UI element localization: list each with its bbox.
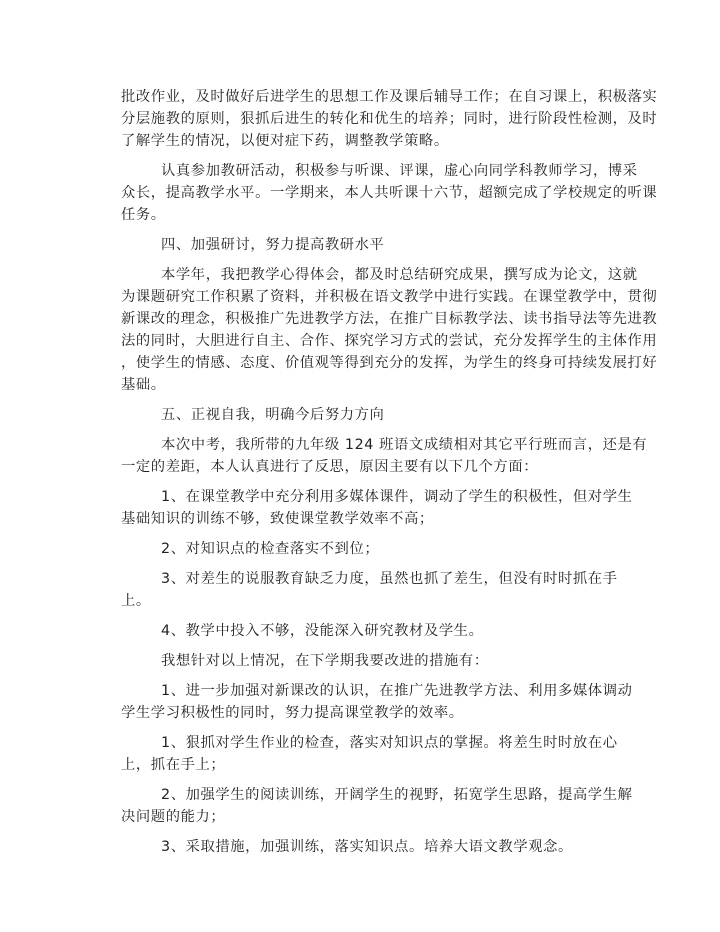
text-line: 认真参加教研活动，积极参与听课、评课，虚心向同学科教师学习，博采: [161, 163, 638, 179]
text-line: 1、狠抓对学生作业的检查，落实对知识点的掌握。将差生时时放在心: [161, 735, 618, 751]
text-line: 基础。: [121, 377, 166, 393]
text-line: 了解学生的情况，以便对症下药，调整教学策略。: [121, 133, 449, 149]
section-heading: [121, 404, 611, 426]
text-line: 2、加强学生的阅读训练，开阔学生的视野，拓宽学生思路，提高学生解: [161, 787, 633, 803]
text-line: ，使学生的情感、态度、价值观等得到充分的发挥，为学生的终身可持续发展打好: [121, 355, 658, 371]
document-body: [121, 86, 658, 866]
text-line: 基础知识的训练不够，致使课堂教学效率不高；: [121, 511, 434, 527]
text-line: 3、采取措施，加强训练，落实知识点。培养大语文教学观念。: [161, 839, 573, 855]
paragraph: [121, 650, 611, 672]
paragraph: [121, 486, 633, 530]
paragraph: [121, 680, 633, 724]
paragraph: [121, 160, 658, 226]
paragraph: [121, 434, 648, 478]
paragraph: [121, 836, 611, 858]
text-line: 四、加强研讨，努力提高教研水平: [161, 237, 385, 253]
text-line: 2、对知识点的检查落实不到位；: [161, 541, 380, 557]
text-line: 1、在课堂教学中充分利用多媒体课件，调动了学生的积极性，但对学生: [161, 489, 633, 505]
paragraph: [121, 568, 618, 612]
text-line: 分层施教的原则，狠抓后进生的转化和优生的培养；同时，进行阶段性检测，及时: [121, 111, 658, 127]
text-line: 决问题的能力；: [121, 809, 226, 825]
text-line: 一定的差距，本人认真进行了反思，原因主要有以下几个方面：: [121, 459, 539, 475]
paragraph: [121, 538, 611, 560]
text-line: 本次中考，我所带的九年级 124 班语文成绩相对其它平行班而言，还是有: [161, 437, 648, 453]
paragraph: [121, 732, 618, 776]
text-line: 学生学习积极性的同时，努力提高课堂教学的效率。: [121, 705, 464, 721]
text-line: 法的同时，大胆进行自主、合作、探究学习方式的尝试，充分发挥学生的主体作用: [121, 333, 658, 349]
paragraph: [121, 264, 658, 396]
text-line: 上。: [121, 593, 151, 609]
text-line: 新课改的理念，积极推广先进教学方法，在推广目标教学法、读书指导法等先进教: [121, 311, 658, 327]
text-line: 任务。: [121, 207, 166, 223]
text-line: 4、教学中投入不够，没能深入研究教材及学生。: [161, 623, 484, 639]
section-heading: [121, 234, 611, 256]
text-line: 众长，提高教学水平。一学期来，本人共听课十六节，超额完成了学校规定的听课: [121, 185, 658, 201]
paragraph: [121, 86, 658, 152]
text-line: 上，抓在手上；: [121, 757, 226, 773]
text-line: 我想针对以上情况，在下学期我要改进的措施有：: [161, 653, 489, 669]
text-line: 3、对差生的说服教育缺乏力度，虽然也抓了差生，但没有时时抓在手: [161, 571, 618, 587]
text-line: 为课题研究工作积累了资料，并积极在语文教学中进行实践。在课堂教学中，贯彻: [121, 289, 658, 305]
paragraph: [121, 784, 633, 828]
text-line: 五、正视自我，明确今后努力方向: [161, 407, 385, 423]
text-line: 批改作业，及时做好后进学生的思想工作及课后辅导工作；在自习课上，积极落实: [121, 89, 658, 105]
text-line: 本学年，我把教学心得体会，都及时总结研究成果，撰写成为论文，这就: [161, 267, 638, 283]
text-line: 1、进一步加强对新课改的认识，在推广先进教学方法、利用多媒体调动: [161, 683, 633, 699]
paragraph: [121, 620, 611, 642]
